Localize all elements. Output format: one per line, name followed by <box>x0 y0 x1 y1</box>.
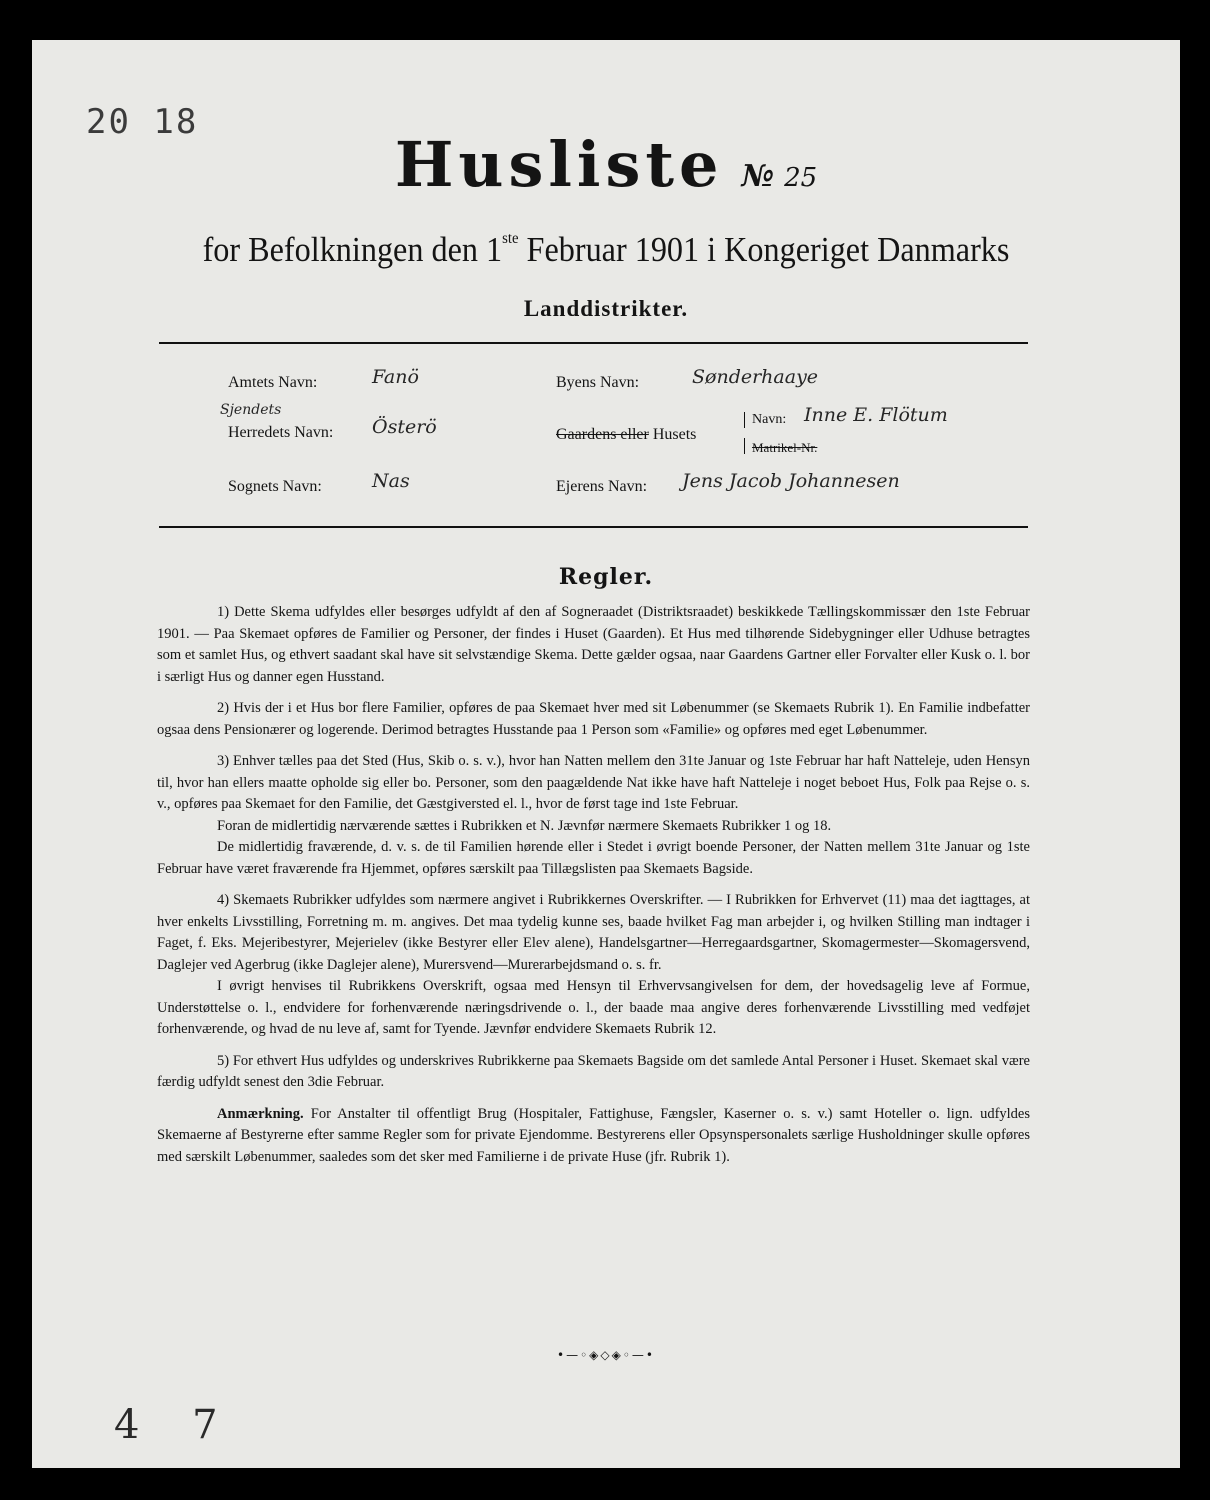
form-title: Husliste <box>394 128 724 201</box>
note <box>157 1104 1030 1169</box>
top-divider <box>159 342 1028 344</box>
form-subtitle <box>78 230 1134 270</box>
rule-5: 5) For ethvert Hus udfyldes og underskrives Rubrikkerne paa Skemaets Bagside om det samlede Antal Personer i Huset. Skemaet skal være færdig udfyldt senest den 3die Februar. <box>157 1052 1030 1090</box>
amt-value: Fanö <box>372 366 419 388</box>
herred-correction: Sjendets <box>220 402 282 418</box>
bottom-divider <box>159 526 1028 528</box>
title-row <box>32 128 1180 201</box>
by-label: Byens Navn: <box>556 374 640 391</box>
page-number: 4 7 <box>114 1402 238 1448</box>
rule-4a: 4) Skemaets Rubrikker udfyldes som nærmere angivet i Rubrikkernes Overskrifter. — I Rubrikken for Erhvervet (11) maa det iagttages, at hver enkelts Livsstilling, Forretning m. m. angives. Det maa tydelig kunne ses, baade hvilket Fag man arbejder i, og hvilken Stilling man indtager i Faget, f. Eks. Mejeribestyrer, Mejerielev (ikke Bestyrer eller Elev alene), Handelsgartner—Herregaardsgartner, Skomagermester—Skomagersvend, Daglejer ved Agerbrug (ikke Daglejer alene), Murersvend—Murerarbejdsmand o. s. fr. <box>157 892 1030 973</box>
amt-label: Amtets Navn: <box>228 374 318 391</box>
navn-label: Navn: <box>752 412 787 427</box>
census-form-page <box>32 40 1180 1468</box>
ornament-divider: •—◦◈◇◈◦—• <box>557 1348 655 1362</box>
numero-value: 25 <box>784 163 818 193</box>
note-label: Anmærkning. <box>217 1105 304 1122</box>
ejer-value: Jens Jacob Johannesen <box>682 470 900 492</box>
ejer-label: Ejerens Navn: <box>556 478 648 495</box>
numero-label: № <box>741 159 775 194</box>
bracket-bar-bottom <box>744 438 745 454</box>
archive-number: 20 18 <box>86 102 199 142</box>
rule-3b: Foran de midlertidig nærværende sættes i Rubrikken et N. Jævnfør nærmere Skemaets Rubrikker 1 og 18. <box>217 817 832 834</box>
navn-value: Inne E. Flötum <box>804 404 948 426</box>
gaard-husets-label <box>556 426 696 444</box>
sogn-value: Nas <box>372 470 410 492</box>
gaard-label: Husets <box>652 426 697 443</box>
note-text: For Anstalter til offentligt Brug (Hospitaler, Fattighuse, Fængsler, Kaserner o. s. v.) samt Hoteller o. lign. udfyldes Skemaerne af Bestyrerne efter samme Regler som for private Ejendomme. Bestyrerens eller Opsynspersonalets særlige Husholdninger skulle opføres med særskilt Løbenummer, saaledes som det sker med Familierne i de private Huse (jfr. Rubrik 1). <box>157 1105 1030 1165</box>
matrikel-label: Matrikel-Nr. <box>752 440 818 455</box>
rules-block <box>157 602 1030 1168</box>
herred-value: Österö <box>372 416 437 438</box>
subtitle-part2: Februar 1901 i Kongeriget Danmarks <box>518 230 1010 269</box>
rule-4b: I øvrigt henvises til Rubrikkens Overskrift, ogsaa med Hensyn til Erhvervsangivelsen for dem, der hovedsagelig leve af Formue, Understøttelse o. l., endvidere for forhenværende næringsdrivende o. l., der baade maa angive deres forhenværende Livsstilling med vedføjet forhenværende, og hvad de nu leve af, samt for Tyende. Jævnfør endvidere Skemaets Rubrik 12. <box>157 978 1030 1037</box>
rule-3c: De midlertidig fraværende, d. v. s. de til Familien hørende eller i Stedet i øvrigt boende Personer, der Natten mellem 31te Januar og 1ste Februar have været fraværende fra Hjemmet, opføres særskilt paa Tillægslisten paa Skemaets Bagside. <box>157 839 1030 877</box>
gaard-label-struck: Gaardens eller <box>556 426 649 443</box>
rules-heading: Regler. <box>558 564 654 590</box>
subtitle-part1: for Befolkningen den 1 <box>202 230 503 269</box>
rule-2: 2) Hvis der i et Hus bor flere Familier, opføres de paa Skemaet hver med sit Løbenummer (se Skemaets Rubrik 1). En Familie indbefatter ogsaa dens Pensionærer og logerende. Derimod betragtes Husstande paa 1 Person som «Familie» og opføres med eget Løbenummer. <box>157 700 1030 738</box>
bracket-bar-top <box>744 412 745 428</box>
rule-1: 1) Dette Skema udfyldes eller besørges udfyldt af den af Sogneraadet (Distriktsraadet) beskikkede Tællingskommissær den 1ste Februar 1901. — Paa Skemaet opføres de Familier og Personer, der findes i Huset (Gaarden). Et Hus med tilhørende Sidebygninger eller Udhuse betragtes som et samlet Hus, og ethvert saadant skal have sit selvstændige Skema. Dette gælder ogsaa, naar Gaardens Gartner eller Forvalter eller Kusk o. l. bor i særligt Hus og danner egen Husstand. <box>157 604 1030 685</box>
form-subtitle-districts: Landdistrikter. <box>523 296 689 321</box>
subtitle-sup: ste <box>502 230 519 247</box>
sogn-label: Sognets Navn: <box>228 478 322 495</box>
herred-label: Herredets Navn: <box>228 424 334 441</box>
rule-3a: 3) Enhver tælles paa det Sted (Hus, Skib o. s. v.), hvor han Natten mellem den 31te Januar og 1ste Februar har haft Natteleje, uden Hensyn til, hvor han ellers maatte opholde sig eller bo. Personer, som den paagældende Nat ikke have haft Natteleje i noget beboet Hus, Folk paa Rejse o. s. v., opføres paa Skemaet for den Familie, det Gæstgiversted el. l., hvor de først tage ind 1ste Februar. <box>157 753 1030 812</box>
by-value: Sønderhaaye <box>692 366 819 388</box>
